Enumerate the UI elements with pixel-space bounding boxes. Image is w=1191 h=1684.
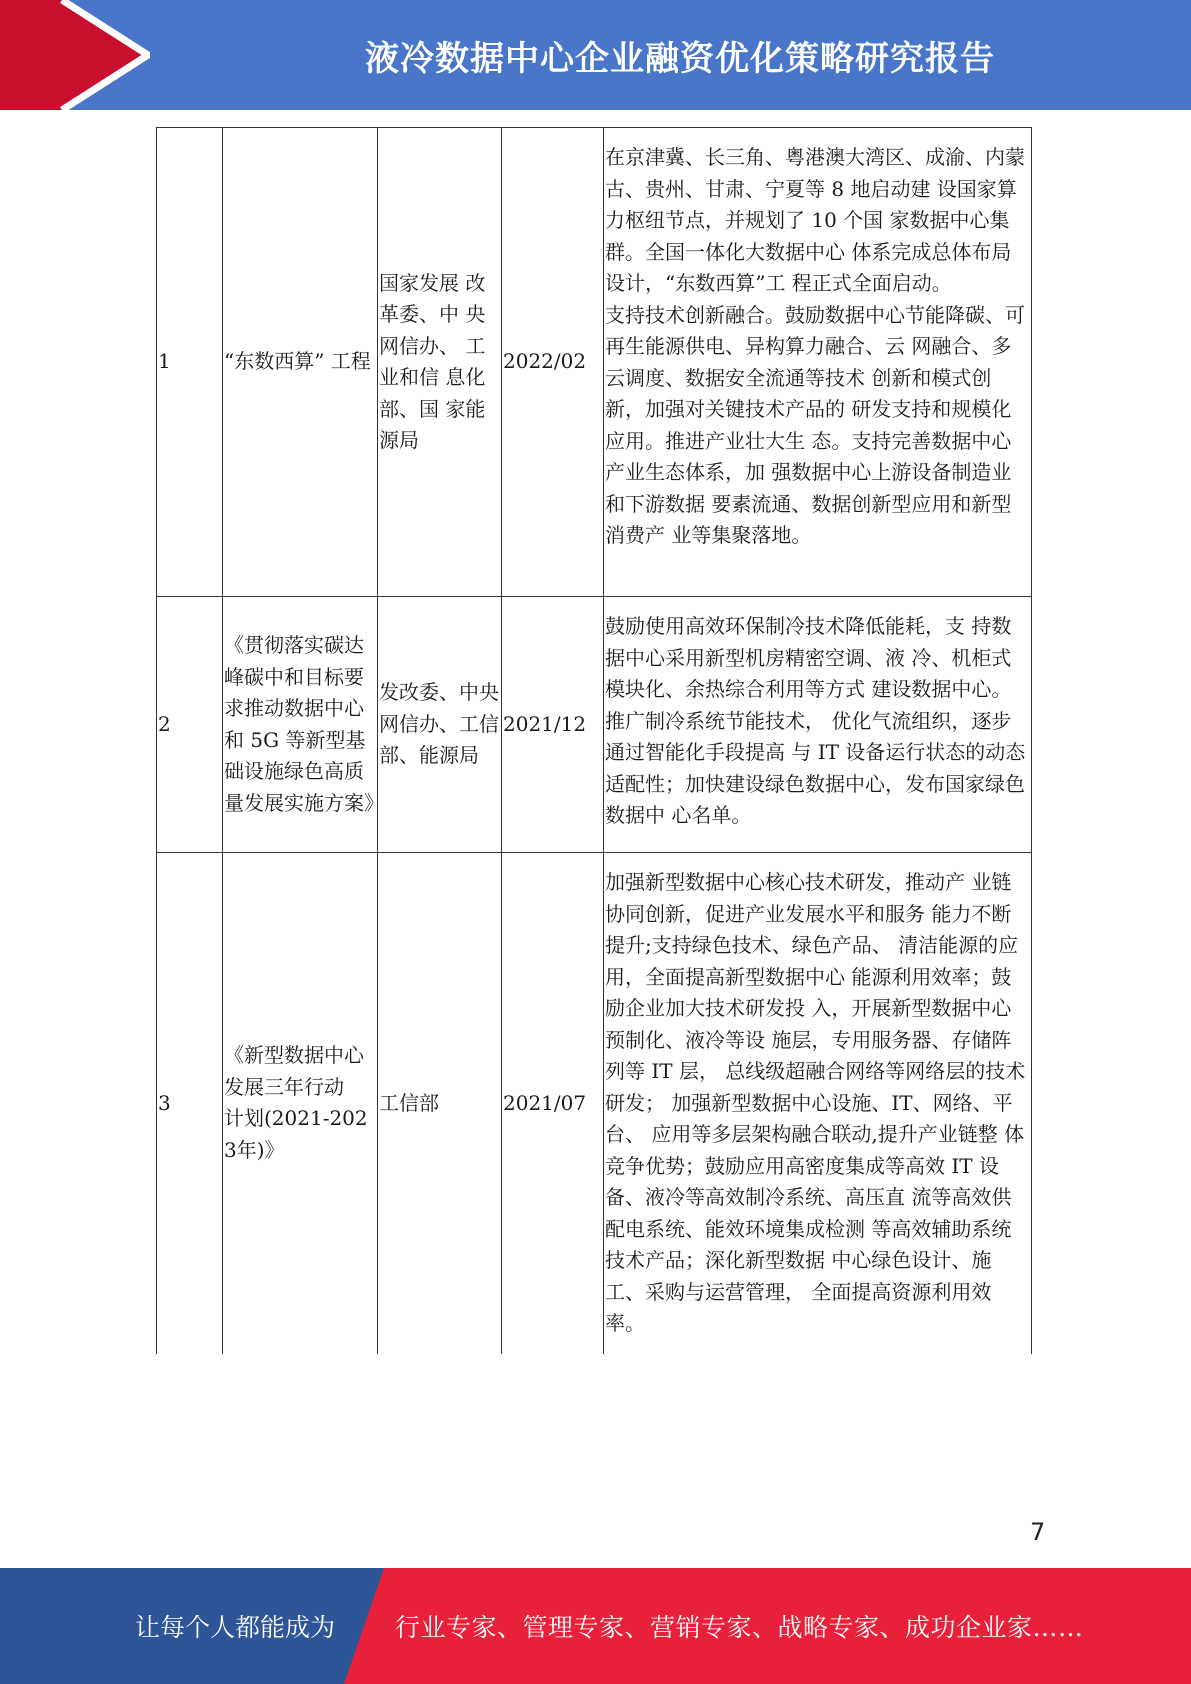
issue-date: 2021/12 [502,597,604,853]
policy-content [604,128,1032,597]
page-number: 7 [1030,1518,1046,1546]
footer-slogan-right: 行业专家、管理专家、营销专家、战略专家、成功企业家…… [395,1613,1084,1642]
header-red-arrow [0,0,150,110]
footer-slogan-left: 让每个人都能成为 [134,1613,335,1642]
issuing-department: 发改委、中央网信办、工信部、能源局 [378,597,502,853]
content-paragraph: 支持技术创新融合。鼓励数据中心节能降碳、可再生能源供电、异构算力融合、云 网融合、多云调度、数据安全流通等技术 创新和模式创新，加强对关键技术产品的 研发支持和规模化应用。推进产业壮大生 态。支持完善数据中心产业生态体系，加 强数据中心上游设备制造业和下游数据 要素流通、数据创新型应用和新型消费产 业等集聚落地。 [605,302,1025,547]
issue-date: 2021/07 [502,853,604,1354]
content-paragraph: 鼓励使用高效环保制冷技术降低能耗，支 持数据中心采用新型机房精密空调、液 冷、机柜式模块化、余热综合利用等方式 建设数据中心。推广制冷系统节能技术， 优化气流组织，逐步通过智能化手段提高 与 IT 设备运行状态的动态适配性；加快建设绿色数据中心，发布国家绿色数据中 心名单。 [605,614,1026,827]
policy-table [156,127,1032,1354]
table-row [157,128,1032,597]
issuing-department: 国家发展 改革委、中 央网信办、 工业和信 息化部、国 家能源局 [378,128,502,597]
issue-date: 2022/02 [502,128,604,597]
policy-content [604,853,1032,1354]
table-row [157,597,1032,853]
content-paragraph: 加强新型数据中心核心技术研发，推动产 业链协同创新，促进产业发展水平和服务 能力不断提升;支持绿色技术、绿色产品、 清洁能源的应用，全面提高新型数据中心 能源利用效率；鼓励企业加大技术研发投 入，开展新型数据中心预制化、液冷等设 施层，专用服务器、存储阵列等 IT 层， 总线级超融合网络等网络层的技术研发； 加强新型数据中心设施、IT、网络、平台、 应用等多层架构融合联动,提升产业链整 体竞争优势；鼓励应用高密度集成等高效 IT 设备、液冷等高效制冷系统、高压直 流等高效供配电系统、能效环境集成检测 等高效辅助系统技术产品；深化新型数据 中心绿色设计、施工、采购与运营管理， 全面提高资源利用效率。 [605,870,1026,1335]
issuing-department: 工信部 [378,853,502,1354]
policy-name: 《新型数据中心发展三年行动 计划(2021-2023年)》 [223,853,378,1354]
policy-name: “东数西算” 工程 [223,128,378,597]
row-number: 1 [157,128,223,597]
row-number: 3 [157,853,223,1354]
policy-name: 《贯彻落实碳达峰碳中和目标要求推动数据中心和 5G 等新型基础设施绿色高质量发展实施方案》 [223,597,378,853]
report-title: 液冷数据中心企业融资优化策略研究报告 [365,38,995,79]
table-row [157,853,1032,1354]
page-footer [0,1568,1191,1684]
page-header [0,0,1191,110]
content-paragraph: 在京津冀、长三角、粤港澳大湾区、成渝、内蒙古、贵州、甘肃、宁夏等 8 地启动建 设国家算力枢纽节点，并规划了 10 个国 家数据中心集群。全国一体化大数据中心 体系完成总体布局设计，“东数西算”工 程正式全面启动。 [605,145,1025,295]
row-number: 2 [157,597,223,853]
policy-content [604,597,1032,853]
